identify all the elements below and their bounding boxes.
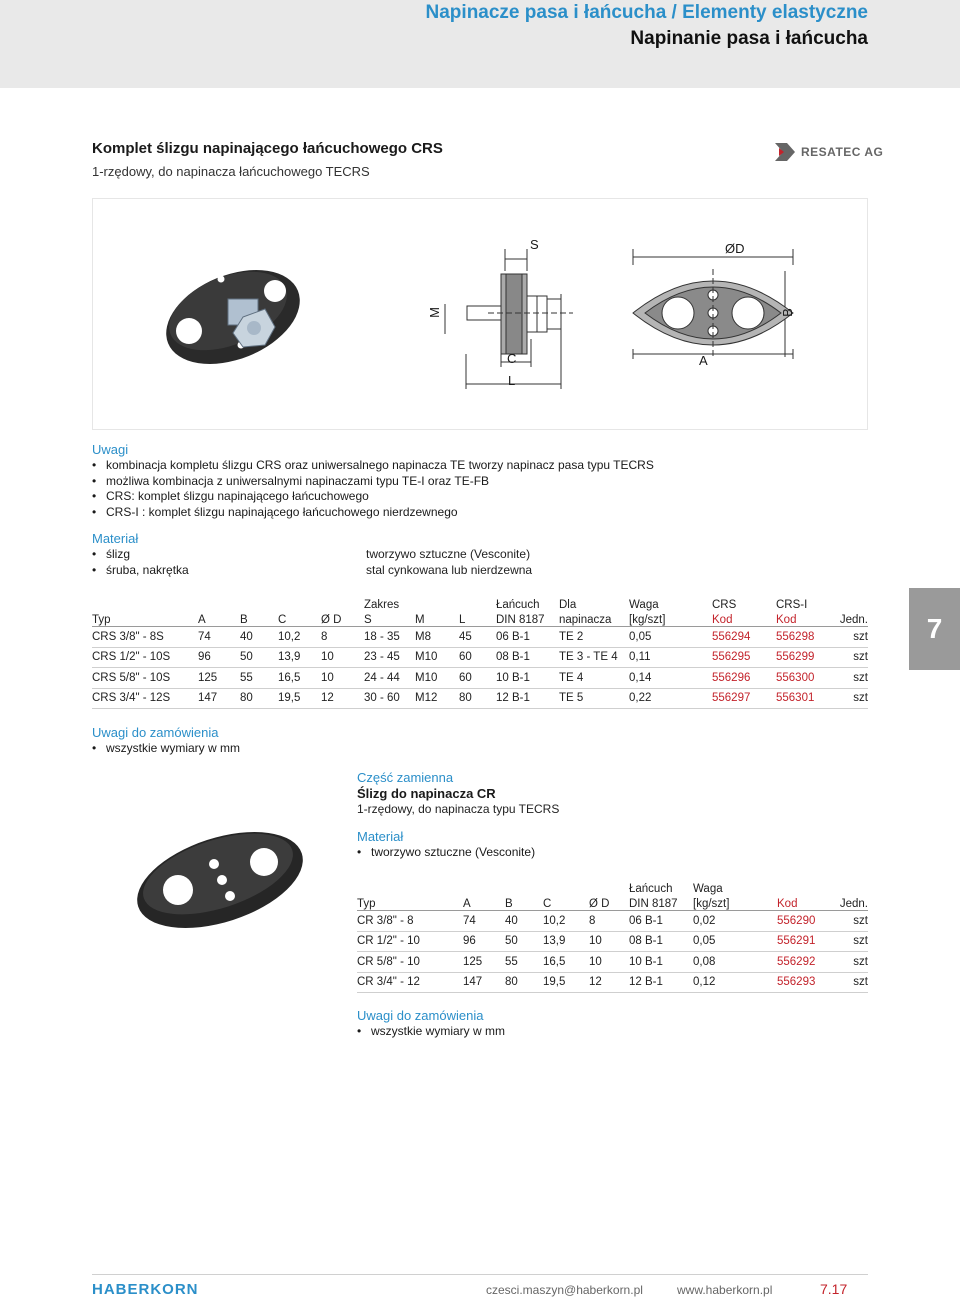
product-code: 556297 bbox=[712, 688, 776, 709]
col-kod: Kod bbox=[777, 895, 827, 911]
product-code: 556293 bbox=[777, 972, 827, 993]
product-code: 556301 bbox=[776, 688, 826, 709]
dim-label-a: A bbox=[699, 353, 708, 368]
spare-material-list bbox=[357, 845, 535, 861]
table-header-row bbox=[357, 895, 868, 911]
product-subtitle: 1-rzędowy, do napinacza łańcuchowego TECRS bbox=[92, 164, 370, 179]
side-view-drawing bbox=[445, 249, 573, 389]
notes-item: • możliwa kombinacja z uniwersalnymi napinaczami typu TE-I oraz TE-FB bbox=[92, 474, 852, 490]
col-l: L bbox=[459, 611, 496, 627]
footer-website-link[interactable]: www.haberkorn.pl bbox=[677, 1283, 773, 1297]
col-lancuch: Łańcuch bbox=[496, 599, 540, 611]
table-header-row bbox=[92, 611, 868, 627]
material-part: • śruba, nakrętka bbox=[92, 563, 352, 579]
material-parts bbox=[92, 547, 352, 578]
col-kod-crsi: Kod bbox=[776, 611, 826, 627]
cr-spec-table bbox=[357, 880, 868, 993]
order-notes-item: • wszystkie wymiary w mm bbox=[357, 1024, 505, 1040]
product-drawing bbox=[93, 199, 869, 431]
col-napinacza: napinacza bbox=[559, 611, 629, 627]
crs-spec-table bbox=[92, 596, 868, 709]
table-row: CRS 3/4" - 12S 147 80 19,5 12 30 - 60 M12 80 12 B-1 TE 5 0,22 556297 556301 szt bbox=[92, 688, 868, 709]
brand-name: RESATEC AG bbox=[801, 145, 884, 159]
table-header-row bbox=[92, 596, 868, 611]
spare-part-title: Ślizg do napinacza CR bbox=[357, 786, 496, 801]
col-typ: Typ bbox=[92, 611, 198, 627]
col-s: S bbox=[364, 611, 415, 627]
chapter-tab[interactable]: 7 bbox=[909, 588, 960, 670]
footer-divider bbox=[92, 1274, 868, 1275]
col-zakres: Zakres bbox=[364, 599, 400, 611]
notes-list bbox=[92, 458, 852, 520]
col-jedn: Jedn. bbox=[826, 611, 868, 627]
col-a: A bbox=[463, 895, 505, 911]
table-row: CR 3/4" - 12 147 80 19,5 12 12 B-1 0,12 556293 szt bbox=[357, 972, 868, 993]
dim-label-s: S bbox=[530, 237, 539, 252]
material-part: • ślizg bbox=[92, 547, 352, 563]
dim-label-c: C bbox=[507, 351, 517, 366]
order-notes-item: • wszystkie wymiary w mm bbox=[92, 741, 240, 757]
table-row: CRS 3/8" - 8S 74 40 10,2 8 18 - 35 M8 45 06 B-1 TE 2 0,05 556294 556298 szt bbox=[92, 627, 868, 648]
col-kod-crs: Kod bbox=[712, 611, 776, 627]
spare-part-label: Część zamienna bbox=[357, 770, 454, 785]
notes-item: • CRS-I : komplet ślizgu napinającego łańcuchowego nierdzewnego bbox=[92, 505, 852, 521]
dim-label-b: B bbox=[779, 308, 795, 317]
col-typ: Typ bbox=[357, 895, 463, 911]
order-notes-list bbox=[357, 1024, 505, 1040]
product-code: 556298 bbox=[776, 627, 826, 648]
material-heading: Materiał bbox=[92, 531, 139, 546]
product-code: 556299 bbox=[776, 647, 826, 668]
crs-kit-photo bbox=[152, 252, 313, 382]
spare-material-heading: Materiał bbox=[357, 829, 404, 844]
col-crs: CRS bbox=[712, 599, 737, 611]
col-crsi: CRS-I bbox=[776, 599, 808, 611]
footer-logo: HABERKORN bbox=[92, 1281, 199, 1298]
col-c: C bbox=[543, 895, 589, 911]
table-row: CRS 1/2" - 10S 96 50 13,9 10 23 - 45 M10 60 08 B-1 TE 3 - TE 4 0,11 556295 556299 szt bbox=[92, 647, 868, 668]
col-din: DIN 8187 bbox=[496, 611, 559, 627]
table-row: CR 5/8" - 10 125 55 16,5 10 10 B-1 0,08 556292 szt bbox=[357, 952, 868, 973]
product-title: Komplet ślizgu napinającego łańcuchowego CRS bbox=[92, 140, 443, 157]
page-number: 7.17 bbox=[820, 1281, 848, 1297]
col-a: A bbox=[198, 611, 240, 627]
col-kgszt: [kg/szt] bbox=[629, 611, 712, 627]
notes-item: • kombinacja kompletu ślizgu CRS oraz uniwersalnego napinacza TE tworzy napinacz pasa typu TECRS bbox=[92, 458, 852, 474]
table-header-row bbox=[357, 880, 868, 895]
product-code: 556295 bbox=[712, 647, 776, 668]
front-view-drawing bbox=[633, 249, 793, 359]
col-waga: Waga bbox=[693, 883, 723, 895]
product-code: 556296 bbox=[712, 668, 776, 689]
brand-logo bbox=[775, 143, 883, 161]
header-title: Napinacze pasa i łańcucha / Elementy elastyczne bbox=[425, 2, 868, 23]
header-subtitle: Napinanie pasa i łańcucha bbox=[630, 28, 868, 49]
table-row: CR 3/8" - 8 74 40 10,2 8 06 B-1 0,02 556290 szt bbox=[357, 911, 868, 932]
col-b: B bbox=[240, 611, 278, 627]
product-code: 556294 bbox=[712, 627, 776, 648]
dim-label-m: M bbox=[426, 307, 442, 318]
notes-heading: Uwagi bbox=[92, 442, 129, 457]
col-waga: Waga bbox=[629, 599, 659, 611]
spare-material-item: • tworzywo sztuczne (Vesconite) bbox=[357, 845, 535, 861]
product-code: 556291 bbox=[777, 931, 827, 952]
footer-email-link[interactable]: czesci.maszyn@haberkorn.pl bbox=[486, 1283, 643, 1297]
order-notes-heading: Uwagi do zamówienia bbox=[92, 725, 219, 740]
table-row: CRS 5/8" - 10S 125 55 16,5 10 24 - 44 M10 60 10 B-1 TE 4 0,14 556296 556300 szt bbox=[92, 668, 868, 689]
col-din: DIN 8187 bbox=[629, 895, 693, 911]
order-notes-list bbox=[92, 741, 240, 757]
col-c: C bbox=[278, 611, 321, 627]
col-dla: Dla bbox=[559, 599, 577, 611]
spare-part-subtitle: 1-rzędowy, do napinacza typu TECRS bbox=[357, 802, 560, 816]
notes-item: • CRS: komplet ślizgu napinającego łańcuchowego bbox=[92, 489, 852, 505]
col-d: Ø D bbox=[589, 895, 629, 911]
col-kgszt: [kg/szt] bbox=[693, 895, 777, 911]
dim-label-od: ØD bbox=[725, 241, 745, 256]
order-notes-heading: Uwagi do zamówienia bbox=[357, 1008, 484, 1023]
dim-label-l: L bbox=[508, 373, 516, 388]
col-lancuch: Łańcuch bbox=[629, 883, 673, 895]
col-m: M bbox=[415, 611, 459, 627]
col-b: B bbox=[505, 895, 543, 911]
table-row: CR 1/2" - 10 96 50 13,9 10 08 B-1 0,05 556291 szt bbox=[357, 931, 868, 952]
col-d: Ø D bbox=[321, 611, 364, 627]
cr-slide-photo bbox=[130, 818, 310, 938]
product-image-panel bbox=[92, 198, 868, 430]
product-code: 556290 bbox=[777, 911, 827, 932]
resatec-logo-icon bbox=[775, 143, 795, 161]
col-jedn: Jedn. bbox=[827, 895, 868, 911]
material-value: stal cynkowana lub nierdzewna bbox=[366, 562, 533, 577]
product-code: 556292 bbox=[777, 952, 827, 973]
material-values bbox=[366, 547, 532, 578]
product-code: 556300 bbox=[776, 668, 826, 689]
material-value: tworzywo sztuczne (Vesconite) bbox=[366, 547, 531, 561]
